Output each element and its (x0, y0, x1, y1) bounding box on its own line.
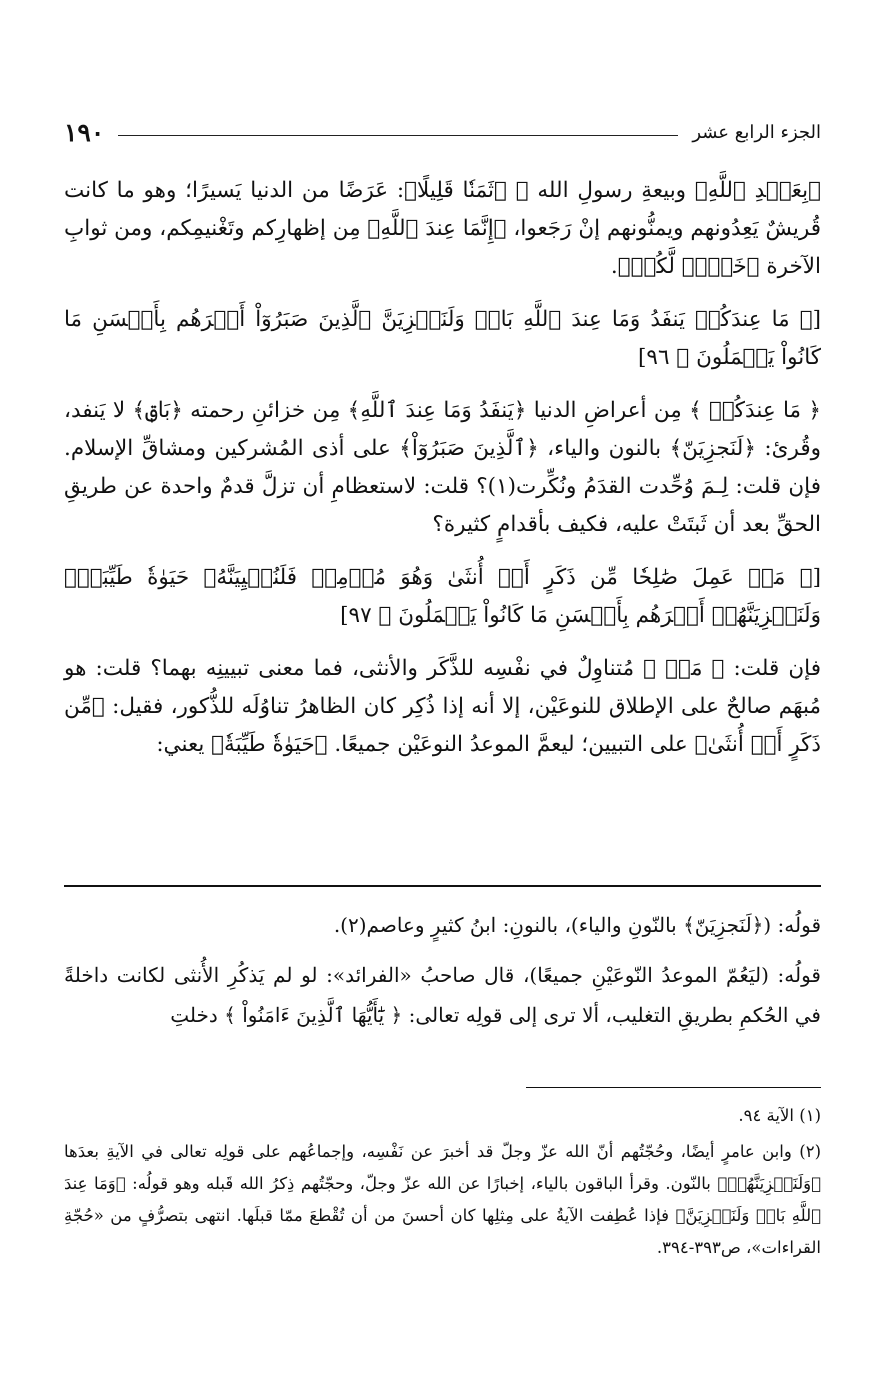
commentary-paragraph: قولُه: (ليَعُمّ الموعدُ النّوعَيْنِ جميعًا)، قال صاحبُ «الفرائد»: لو لم يَذكُرِ الأُنثى لكانت داخلةً في الحُكمِ بطريقِ التغليب، ألا ترى إلى قولِه تعالى: ﴿ يَٰٓأَيُّهَا ٱلَّذِينَ ءَامَنُواْ ﴾ دخلتِ (64, 963, 821, 1027)
verse-97: [﴿ مَنۡ عَمِلَ صَٰلِحٗا مِّن ذَكَرٍ أَوۡ أُنثَىٰ وَهُوَ مُؤۡمِنٞ فَلَنُحۡيِيَنَّهُۥ حَيَوٰةٗ طَيِّبَةٗۖ وَلَنَجۡزِيَنَّهُمۡ أَجۡرَهُم بِأَحۡسَنِ مَا كَانُواْ يَعۡمَلُونَ ﴾ ٩٧] (64, 565, 821, 628)
main-text (64, 172, 821, 779)
commentary-paragraph: قولُه: (﴿لَنَجزِيَنّ﴾ بالنّونِ والياء)، بالنونِ: ابنُ كثيرٍ وعاصم(٢). (333, 913, 821, 937)
commentary-divider (64, 885, 821, 887)
page-number: ١٩٠ (64, 117, 105, 147)
main-paragraph: ﴿بِعَهۡدِ ٱللَّهِ﴾ وبيعةِ رسولِ الله ﷺ ﴿ثَمَنٗا قَلِيلًا﴾: عَرَضًا من الدنيا يَسيرًا؛ وهو ما كانت قُريشٌ يَعِدُونهم ويمنُّونهم إنْ رَجَعوا، ﴿إِنَّمَا عِندَ ٱللَّهِ﴾ مِن إظهارِكم وتَغْنيمِكم، ومن ثوابِ الآخرة ﴿خَيۡرٞ لَّكُمۡ﴾. (64, 178, 821, 279)
verse-96: [﴿ مَا عِندَكُمۡ يَنفَدُ وَمَا عِندَ ٱللَّهِ بَاقٖ وَلَنَجۡزِيَنَّ ٱلَّذِينَ صَبَرُوٓاْ أَجۡرَهُم بِأَحۡسَنِ مَا كَانُواْ يَعۡمَلُونَ ﴾ ٩٦] (64, 307, 821, 370)
commentary-text (64, 905, 821, 1045)
header-rule (118, 135, 678, 136)
footnote-divider (526, 1087, 821, 1088)
footnotes (64, 1100, 821, 1268)
main-paragraph: فإن قلت: ﴿ مَنۡ ﴾ مُتناوِلٌ في نفْسِه للذَّكَر والأنثى، فما معنى تبيينِه بهما؟ قلت: هو مُبهَم صالحٌ على الإطلاق للنوعَيْن، إلا أنه إذا ذُكِر كان الظاهرُ تناوُلَه للذُّكور، فقيل: ﴿مِّن ذَكَرٍ أَوۡ أُنثَىٰ﴾ على التبيين؛ ليعمَّ الموعدُ النوعَيْن جميعًا. ﴿حَيَوٰةٗ طَيِّبَةٗ﴾ يعني: (64, 656, 821, 757)
running-header (64, 112, 821, 152)
book-page (64, 0, 821, 1394)
footnote-2: (٢) وابن عامرٍ أيضًا، وحُجّتُهم أنّ الله عزّ وجلّ قد أخبرَ عن نَفْسِه، وإجماعُهم على قولِه تعالى في الآيةِ بعدَها ﴿وَلَنَجۡزِيَنَّهُمۡ﴾ بالنّون. وقرأ الباقون بالياء، إخبارًا عن الله عزّ وجلّ، وحجّتُهم ذِكرُ الله قَبله وهو قولُه: ﴿وَمَا عِندَ ٱللَّهِ بَاقٖ وَلَنَجۡزِيَنَّ﴾ فإذا عُطِفت الآيةُ على مِثلِها كان أحسنَ من أن تُقْطعَ ممّا قبلَها. انتهى بتصرُّفٍ من «حُجّةِ القراءات»، ص٣٩٣-٣٩٤. (64, 1142, 821, 1257)
main-paragraph: ﴿ مَا عِندَكُمۡ ﴾ مِن أعراضِ الدنيا ﴿يَنفَدُ وَمَا عِندَ ٱللَّهِ﴾ مِن خزائنِ رحمته ﴿بَاقٖ﴾ لا يَنفد، وقُرئ: ﴿لَنَجزِيَنّ﴾ بالنون والياء، ﴿ٱلَّذِينَ صَبَرُوٓاْ﴾ على أذى المُشركين ومشاقِّ الإسلام. فإن قلت: لِـمَ وُحِّدت القدَمُ ونُكِّرت(١)؟ قلت: لاستعظامِ أن تزلَّ قدمٌ واحدة عن طريقِ الحقِّ بعد أن ثَبتَتْ عليه، فكيف بأقدامٍ كثيرة؟ (64, 398, 822, 537)
part-title: الجزء الرابع عشر (692, 121, 821, 143)
footnote-1: (١) الآية ٩٤. (738, 1106, 821, 1125)
